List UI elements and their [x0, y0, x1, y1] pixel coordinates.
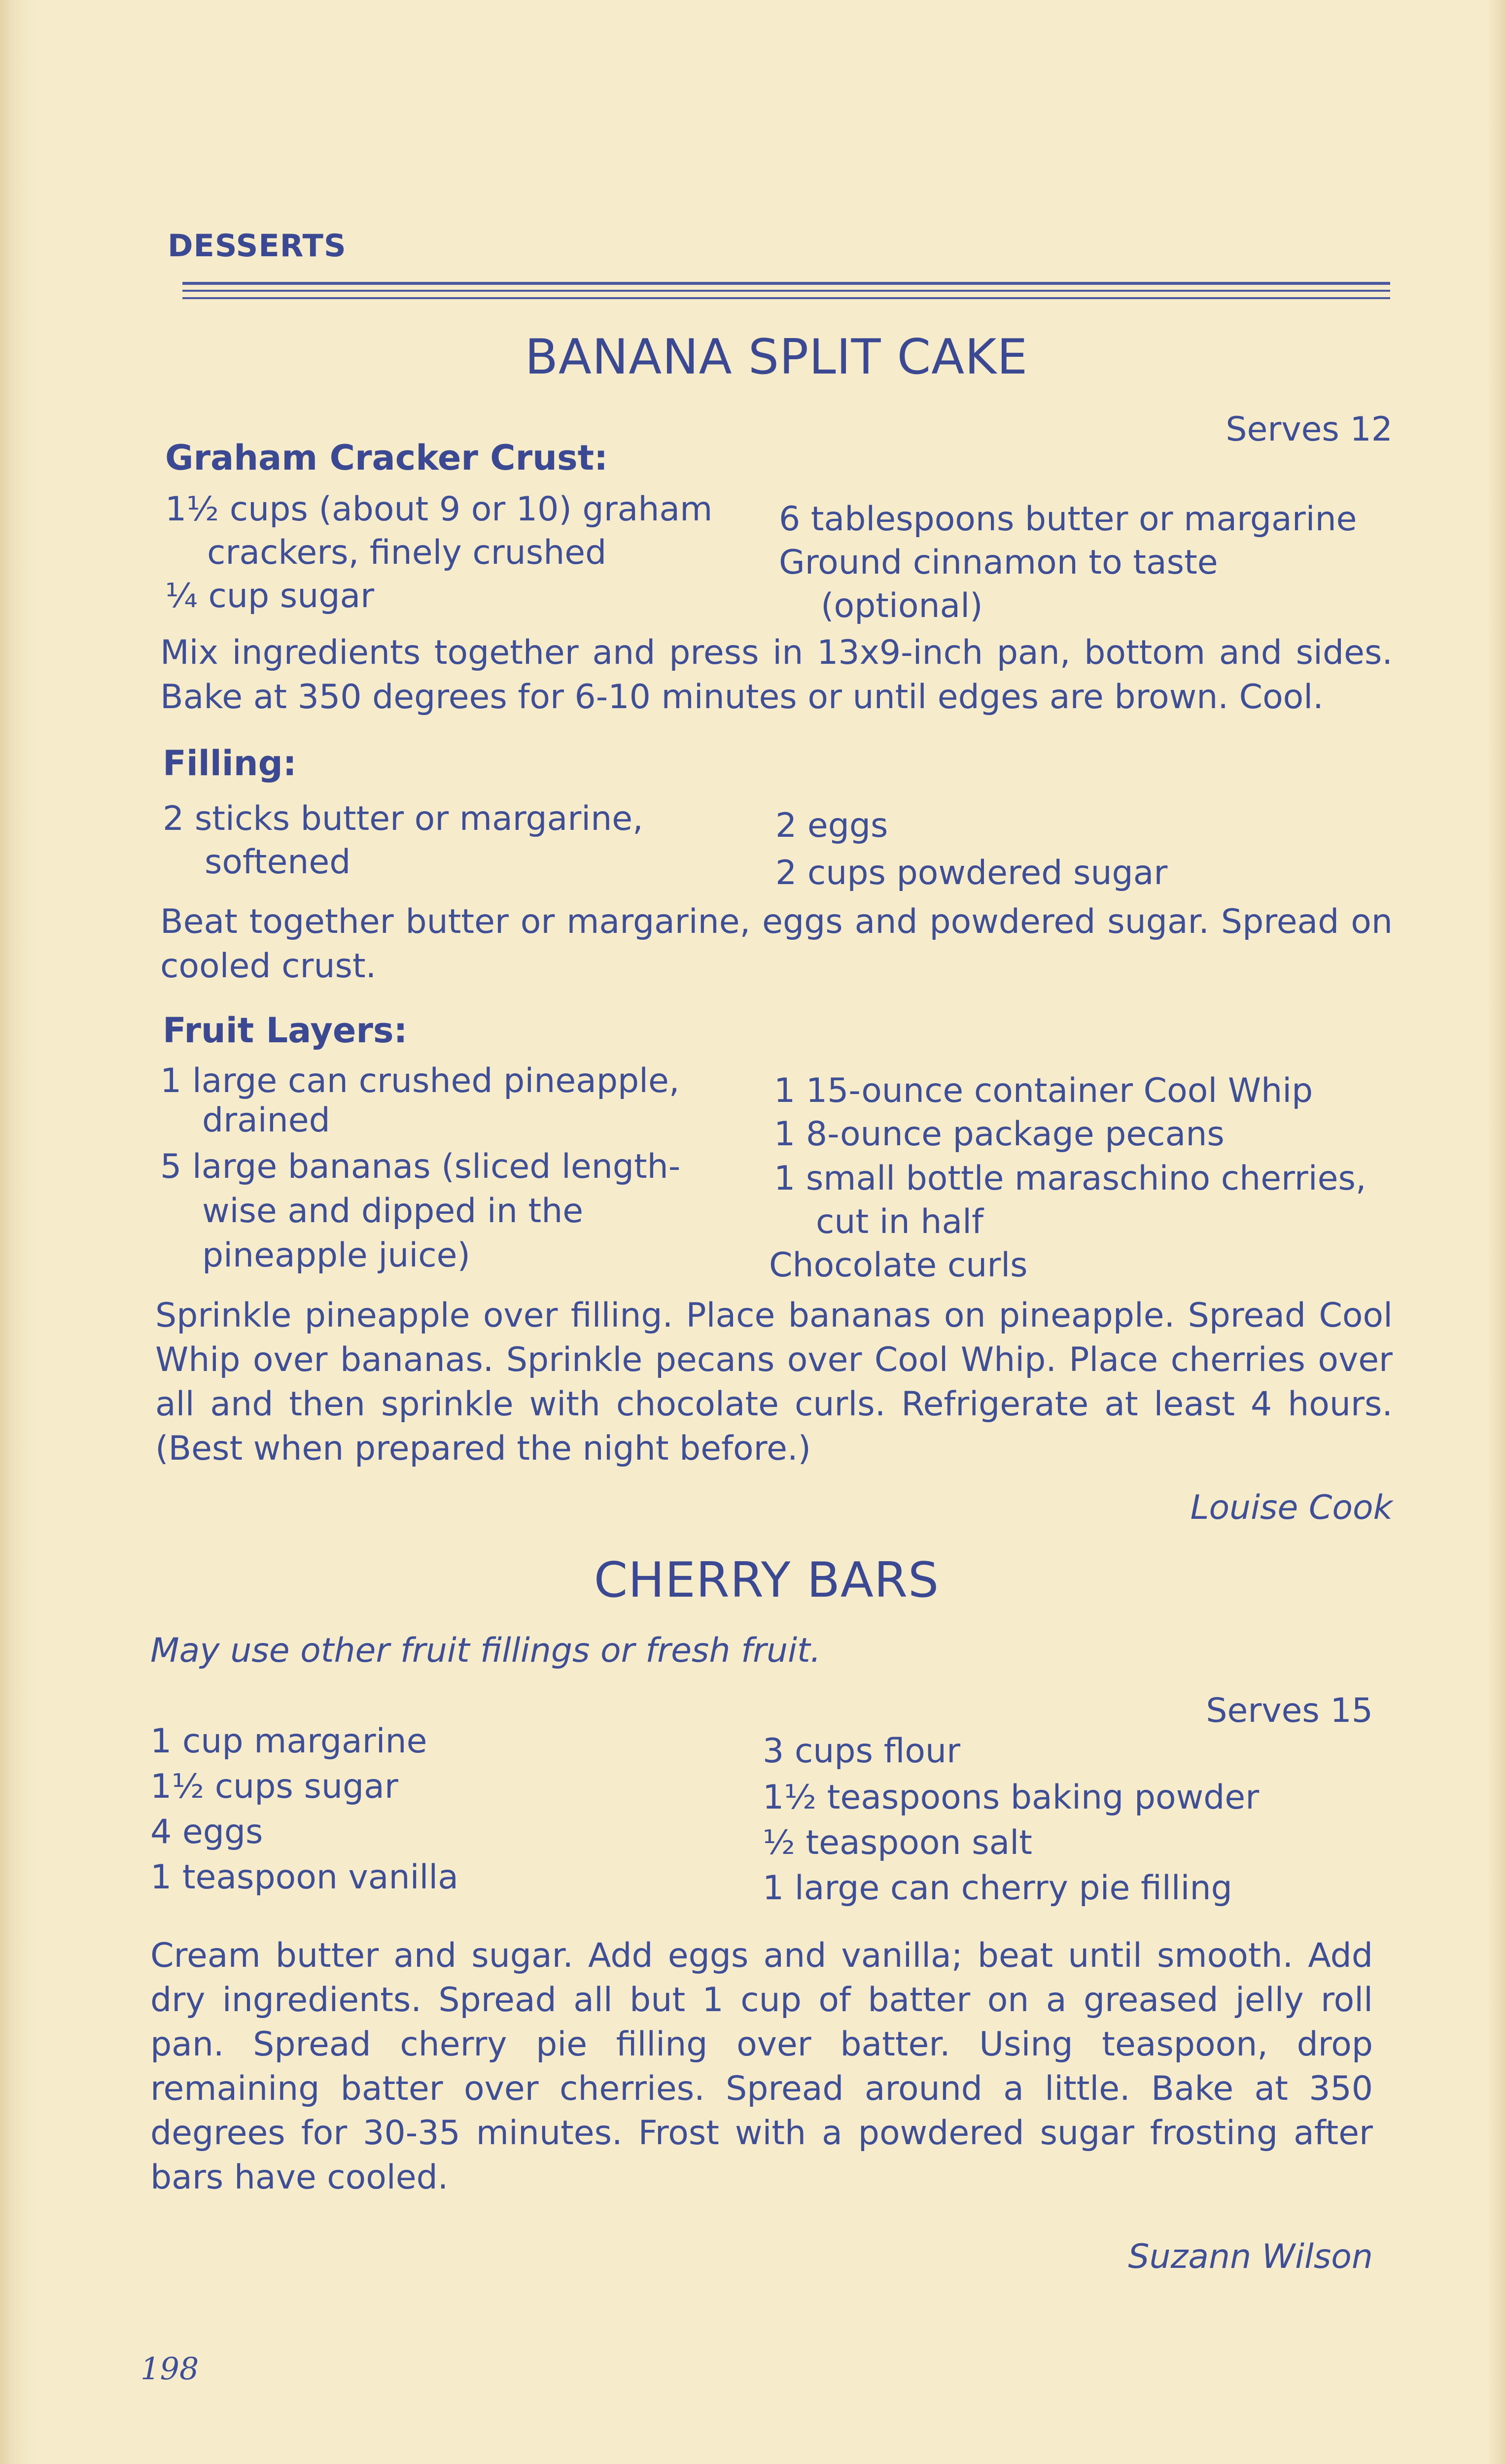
subsection-heading: Graham Cracker Crust:	[165, 438, 608, 478]
ingredient: cut in half	[816, 1202, 983, 1241]
recipe-title: BANANA SPLIT CAKE	[525, 329, 1028, 385]
section-label: DESSERTS	[168, 228, 347, 264]
ingredient: 2 cups powdered sugar	[775, 854, 1168, 892]
ingredient: softened	[205, 843, 351, 882]
instructions: Mix ingredients together and press in 13x9-inch pan, bottom and sides. Bake at 350 degrees for 6-10 minutes or until edges are brown. Cool.	[160, 633, 1393, 717]
ingredient: 5 large bananas (sliced length-	[160, 1147, 681, 1186]
ingredient: 6 tablespoons butter or margarine	[779, 500, 1357, 539]
instructions: Sprinkle pineapple over filling. Place bananas on pineapple. Spread Cool Whip over bananas. Sprinkle pecans over Cool Whip. Place cherries over all and then sprinkle with chocolate curls. Refrigerate at least 4 hours. (Best when prepared the night before.)	[155, 1296, 1393, 1468]
page-binding-edge	[0, 0, 35, 2464]
ingredient: drained	[202, 1101, 330, 1140]
serves-count: Serves 15	[1206, 1691, 1373, 1730]
ingredient: 1½ teaspoons baking powder	[763, 1778, 1260, 1817]
ingredient: 4 eggs	[150, 1813, 263, 1851]
page-right-edge	[1486, 0, 1506, 2464]
ingredient: 1 large can crushed pineapple,	[160, 1061, 680, 1100]
ingredient: ¼ cup sugar	[165, 577, 375, 616]
ingredient: ½ teaspoon salt	[763, 1823, 1032, 1862]
recipe-note: May use other fruit fillings or fresh fruit.	[150, 1631, 821, 1670]
ingredient: 1½ cups (about 9 or 10) graham	[165, 490, 713, 529]
serves-count: Serves 12	[1226, 410, 1393, 449]
ingredient: 1½ cups sugar	[150, 1767, 398, 1806]
subsection-heading: Fruit Layers:	[163, 1010, 408, 1051]
recipe-author: Suzann Wilson	[1128, 2237, 1373, 2276]
ingredient: 2 eggs	[775, 806, 888, 845]
recipe-title: CHERRY BARS	[594, 1552, 940, 1608]
header-rule	[182, 282, 1390, 285]
ingredient: 1 8-ounce package pecans	[774, 1115, 1225, 1154]
ingredient: Ground cinnamon to taste	[779, 543, 1218, 582]
ingredient: wise and dipped in the	[202, 1192, 584, 1231]
ingredient: 1 teaspoon vanilla	[150, 1858, 458, 1897]
ingredient: 1 large can cherry pie filling	[763, 1869, 1232, 1908]
ingredient: 1 small bottle maraschino cherries,	[774, 1159, 1366, 1198]
instructions: Beat together butter or margarine, eggs and powdered sugar. Spread on cooled crust.	[160, 902, 1393, 986]
header-rule	[182, 297, 1390, 299]
ingredient: 1 15-ounce container Cool Whip	[774, 1071, 1313, 1110]
ingredient: 2 sticks butter or margarine,	[163, 799, 643, 838]
ingredient: Chocolate curls	[769, 1246, 1028, 1285]
header-rule	[182, 290, 1390, 292]
subsection-heading: Filling:	[163, 743, 297, 784]
ingredient: (optional)	[821, 586, 983, 625]
page-number: 198	[140, 2351, 199, 2387]
ingredient: 1 cup margarine	[150, 1722, 427, 1761]
ingredient: crackers, finely crushed	[207, 533, 607, 572]
ingredient: 3 cups flour	[763, 1732, 961, 1771]
recipe-author: Louise Cook	[1190, 1488, 1393, 1527]
instructions: Cream butter and sugar. Add eggs and vanilla; beat until smooth. Add dry ingredients. Spread all but 1 cup of batter on a greased jelly roll pan. Spread cherry pie filling over batter. Using teaspoon, drop remaining batter over cherries. Spread around a little. Bake at 350 degrees for 30-35 minutes. Frost with a powdered sugar frosting after bars have cooled.	[150, 1936, 1373, 2197]
ingredient: pineapple juice)	[202, 1236, 470, 1275]
